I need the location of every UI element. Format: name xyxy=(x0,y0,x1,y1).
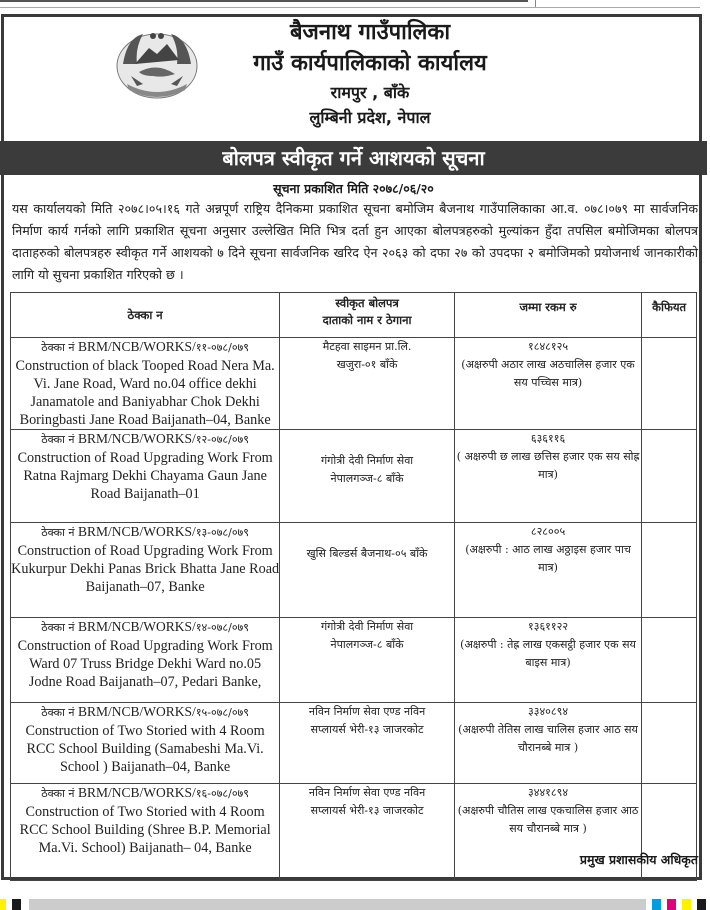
contract-description: Construction of Road Upgrading Work From Ratna Rajmarg Dekhi Chayama Gaun Jane Road Baijanath–01 xyxy=(17,450,273,502)
table-header-row xyxy=(11,293,697,338)
nepal-emblem-icon xyxy=(113,24,201,102)
table-row xyxy=(11,618,697,703)
registration-mark-yellow-2 xyxy=(682,899,691,910)
registration-mark-black xyxy=(12,899,21,910)
bidder-cell: गंगोत्री देवी निर्माण सेवा नेपालगञ्ज-८ बाँके xyxy=(280,618,455,703)
contract-cell: ठेक्का नं BRM/NCB/WORKS/१६-०७८/०७९ Construction of Two Storied with 4 Room RCC School Building (Shree B.P. Memorial Ma.Vi. School) Baijanath– 04, Banke xyxy=(11,784,280,881)
top-rule-divider xyxy=(535,0,536,7)
bidder-cell: गंगोत्री देवी निर्माण सेवा नेपालगञ्ज-८ बाँके xyxy=(280,430,455,523)
amount-words: (अक्षरुपी : आठ लाख अठ्ठाइस हजार पाच मात्र) xyxy=(465,543,631,574)
contract-cell: ठेक्का नं BRM/NCB/WORKS/११-०७८/०७९ Construction of black Tooped Road Nera Ma. Vi. Jane Road, Ward no.04 office dekhi Janamatole and Baniyabhar Chok Dekhi Boringbasti Jane Road Baijanath–04, Banke xyxy=(11,338,280,430)
table-row xyxy=(11,703,697,784)
office-header xyxy=(200,18,540,130)
amount-words: (अक्षरुपी : तेह्र लाख एकसट्ठी हजार एक सय बाइस मात्र) xyxy=(460,638,636,669)
header-contract-no: ठेक्का न xyxy=(11,293,280,338)
contract-cell: ठेक्का नं BRM/NCB/WORKS/१४-०७८/०७९ Construction of Road Upgrading Work From Ward 07 Truss Bridge Dekhi Ward no.05 Jodne Road Baijanath–07, Pedari Banke, xyxy=(11,618,280,703)
registration-mark-magenta xyxy=(667,899,676,910)
amount-value: १८४८१२५ xyxy=(528,340,569,353)
bidder-cell: नविन निर्माण सेवा एण्ड नविन सप्लायर्स भेरी-१३ जाजरकोट xyxy=(280,703,455,784)
amount-words: (अक्षरुपी अठार लाख अठचालिस हजार एक सय पच्चिस मात्र) xyxy=(461,358,635,389)
header-bidder-line1: स्वीकृत बोलपत्र xyxy=(335,296,399,310)
amount-words: (अक्षरुपी चौतिस लाख एकचालिस हजार आठ सय चौरानब्बे मात्र ) xyxy=(457,804,639,835)
contract-description: Construction of Two Storied with 4 Room RCC School Building (Samabeshi Ma.Vi. School ) Baijanath–04, Banke xyxy=(25,723,265,775)
amount-cell xyxy=(454,703,641,784)
office-address: रामपुर , बाँके xyxy=(330,83,410,102)
office-name: गाउँ कार्यपालिकाको कार्यालय xyxy=(253,51,487,76)
contracts-table xyxy=(10,292,697,881)
contract-description: Construction of Two Storied with 4 Room RCC School Building (Shree B.P. Memorial Ma.Vi. School) Baijanath– 04, Banke xyxy=(19,804,271,856)
header-remarks: कैफियत xyxy=(642,293,697,338)
amount-value: ३३४०८९४ xyxy=(528,705,569,718)
contract-description: Construction of Road Upgrading Work From Ward 07 Truss Bridge Dekhi Ward no.05 Jodne Road Baijanath–07, Pedari Banke, xyxy=(17,638,273,690)
bidder-cell: मैटहवा साइमन प्रा.लि. खजुरा-०१ बाँके xyxy=(280,338,455,430)
amount-value: ६३६११६ xyxy=(530,432,566,445)
signatory: प्रमुख प्रशासकीय अधिकृत xyxy=(579,852,698,867)
table-row xyxy=(11,430,697,523)
amount-cell xyxy=(454,430,641,523)
contract-cell: ठेक्का नं BRM/NCB/WORKS/१५-०७८/०७९ Construction of Two Storied with 4 Room RCC School Building (Samabeshi Ma.Vi. School ) Baijanath–04, Banke xyxy=(11,703,280,784)
contract-description: Construction of Road Upgrading Work From Kukurpur Dekhi Panas Brick Bhatta Jane Road Baijanath–07, Banke xyxy=(11,543,280,595)
top-rule-thin xyxy=(0,7,700,8)
remarks-cell xyxy=(642,618,697,703)
header-bidder-line2: दाताको नाम र ठेगाना xyxy=(322,313,412,327)
amount-cell xyxy=(454,618,641,703)
header-amount: जम्मा रकम रु xyxy=(454,293,641,338)
contract-cell: ठेक्का नं BRM/NCB/WORKS/१२-०७८/०७९ Construction of Road Upgrading Work From Ratna Rajmarg Dekhi Chayama Gaun Jane Road Baijanath–01 xyxy=(11,430,280,523)
header-bidder xyxy=(280,293,455,338)
amount-cell xyxy=(454,523,641,618)
published-date: सूचना प्रकाशित मिति २०७८/०६/२० xyxy=(273,181,434,196)
table-row xyxy=(11,338,697,430)
remarks-cell xyxy=(642,430,697,523)
notice-title: बोलपत्र स्वीकृत गर्ने आशयको सूचना xyxy=(0,141,707,175)
bidder-cell: नविन निर्माण सेवा एण्ड नविन सप्लायर्स भेरी-१३ जाजरकोट xyxy=(280,784,455,881)
bidder-cell: खुसि बिल्डर्स बैजनाथ-०५ बाँके xyxy=(280,523,455,618)
amount-words: ( अक्षरुपी छ लाख छत्तिस हजार एक सय सोह्र मात्र) xyxy=(456,450,640,481)
registration-bar-gray xyxy=(29,899,646,910)
notice-body: यस कार्यालयको मिति २०७८।०५।१६ गते अन्नपूर्ण राष्ट्रिय दैनिकमा प्रकाशित सूचना बमोजिम बैजनाथ गाउँपालिकाका आ.व. ०७८।०७९ मा सार्वजनिक निर्माण कार्य गर्नको लागि प्रकाशित सूचना अनुसार उल्लेखित मिति भित्र दर्ता हुन आएका बोलपत्रहरुको मुल्यांकन हुँदा तपसिल बमोजिमका बोलपत्र दाताहरुको बोलपत्रहरु स्वीकृत गर्ने आशयको ७ दिने सूचना सार्वजनिक खरिद ऐन २०६३ को दफा २७ को उपदफा २ बमोजिमको प्रयोजनार्थ जानकारीको लागि यो सुचना प्रकाशित गरिएको छ । xyxy=(12,201,698,282)
amount-value: ८२८००५ xyxy=(530,525,566,538)
amount-words: (अक्षरुपी तेतिस लाख चालिस हजार आठ सय चौरानब्बे मात्र ) xyxy=(458,723,638,754)
amount-value: १३६११२२ xyxy=(528,620,569,633)
registration-mark-cyan xyxy=(652,899,661,910)
remarks-cell xyxy=(642,523,697,618)
contract-description: Construction of black Tooped Road Nera Ma. Vi. Jane Road, Ward no.04 office dekhi Janamatole and Baniyabhar Chok Dekhi Boringbasti Jane Road Baijanath–04, Banke xyxy=(15,358,275,428)
table-row xyxy=(11,523,697,618)
province-country: लुम्बिनी प्रदेश, नेपाल xyxy=(309,108,431,127)
remarks-cell xyxy=(642,703,697,784)
top-rule xyxy=(0,0,528,2)
registration-mark-yellow xyxy=(0,899,6,910)
registration-mark-black-2 xyxy=(697,899,706,910)
contract-cell: ठेक्का नं BRM/NCB/WORKS/१३-०७८/०७९ Construction of Road Upgrading Work From Kukurpur Dekhi Panas Brick Bhatta Jane Road Baijanath–07, Banke xyxy=(11,523,280,618)
amount-value: ३४४१८९४ xyxy=(528,786,569,799)
amount-cell xyxy=(454,338,641,430)
municipality-name: बैजनाथ गाउँपालिका xyxy=(289,20,451,45)
remarks-cell xyxy=(642,338,697,430)
